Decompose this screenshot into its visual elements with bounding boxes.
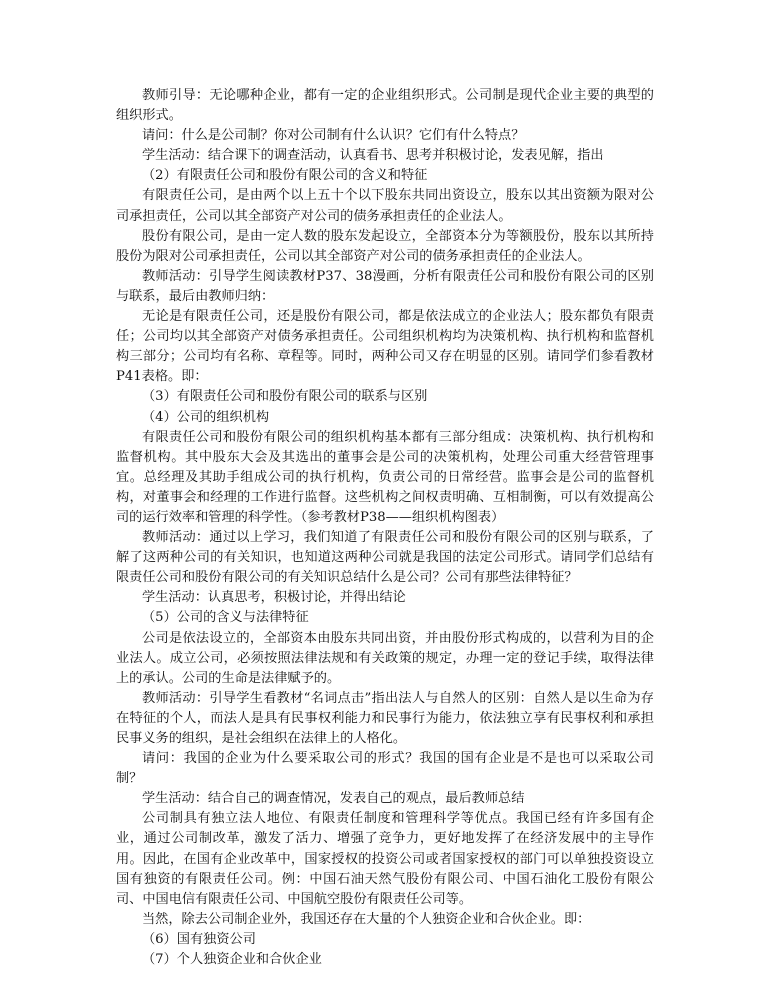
paragraph-llc-definition: 有限责任公司，是由两个以上五十个以下股东共同出资设立，股东以其出资额为限对公司承担责任，公司以其全部资产对公司的债务承担责任的企业法人。	[116, 188, 654, 224]
document-body	[116, 86, 654, 970]
section-heading-6: （6）国有独资公司	[142, 931, 256, 947]
paragraph-other-enterprises: 当然，除去公司制企业外，我国还存在大量的个人独资企业和合伙企业。即：	[142, 911, 591, 927]
paragraph-student-activity-3: 学生活动：结合自己的调查情况，发表自己的观点，最后教师总结	[142, 791, 525, 807]
section-heading-5: （5）公司的含义与法律特征	[142, 610, 309, 626]
paragraph-student-activity-1: 学生活动：结合课下的调查活动，认真看书、思考并积极讨论，发表见解，指出	[142, 148, 604, 164]
paragraph-teacher-guide: 教师引导：无论哪种企业，都有一定的企业组织形式。公司制是现代企业主要的典型的组织形式。	[116, 88, 654, 124]
paragraph-teacher-activity-1: 教师活动：引导学生阅读教材P37、38漫画，分析有限责任公司和股份有限公司的区别与联系，最后由教师归纳：	[116, 268, 654, 304]
paragraph-summary-comparison: 无论是有限责任公司，还是股份有限公司，都是依法成立的企业法人；股东都负有限责任；公司均以其全部资产对债务承担责任。公司组织机构均为决策机构、执行机构和监督机构三部分；公司均有名称、章程等。同时，两种公司又存在明显的区别。请同学们参看教材P41表格。即：	[116, 309, 654, 385]
section-heading-3: （3）有限责任公司和股份有限公司的联系与区别	[142, 389, 428, 405]
section-heading-2: （2）有限责任公司和股份有限公司的含义和特征	[142, 168, 428, 184]
paragraph-question-2: 请问：我国的企业为什么要采取公司的形式？我国的国有企业是不是也可以采取公司制？	[116, 751, 654, 787]
paragraph-company-definition: 公司是依法设立的，全部资本由股东共同出资，并由股份形式构成的，以营利为目的企业法人。成立公司，必须按照法律法规和有关政策的规定，办理一定的登记手续，取得法律上的承认。公司的生命是法律赋予的。	[116, 630, 654, 686]
paragraph-question-1: 请问：什么是公司制？你对公司制有什么认识？它们有什么特点？	[142, 128, 525, 144]
paragraph-teacher-activity-2: 教师活动：通过以上学习，我们知道了有限责任公司和股份有限公司的区别与联系，了解了这两种公司的有关知识，也知道这两种公司就是我国的法定公司形式。请同学们总结有限责任公司和股份有限公司的有关知识总结什么是公司？公司有那些法律特征？	[116, 530, 654, 586]
paragraph-company-system: 公司制具有独立法人地位、有限责任制度和管理科学等优点。我国已经有许多国有企业，通过公司制改革，激发了活力、增强了竞争力，更好地发挥了在经济发展中的主导作用。因此，在国有企业改革中，国家授权的投资公司或者国家授权的部门可以单独投资设立国有独资的有限责任公司。例：中国石油天然气股份有限公司、中国石油化工股份有限公司、中国电信有限责任公司、中国航空股份有限责任公司等。	[116, 811, 654, 907]
paragraph-teacher-activity-3: 教师活动：引导学生看教材“名词点击”指出法人与自然人的区别：自然人是以生命为存在特征的个人，而法人是具有民事权利能力和民事行为能力，依法独立享有民事权利和承担民事义务的组织，是社会组织在法律上的人格化。	[116, 690, 654, 746]
paragraph-organization: 有限责任公司和股份有限公司的组织机构基本都有三部分组成：决策机构、执行机构和监督机构。其中股东大会及其选出的董事会是公司的决策机构，处理公司重大经营管理事宜。总经理及其助手组成公司的执行机构，负责公司的日常经营。监事会是公司的监督机构，对董事会和经理的工作进行监督。这些机构之间权责明确、互相制衡，可以有效提高公司的运行效率和管理的科学性。（参考教材P38——组织机构图表）	[116, 429, 654, 525]
section-heading-4: （4）公司的组织机构	[142, 409, 270, 425]
paragraph-jsc-definition: 股份有限公司，是由一定人数的股东发起设立，全部资本分为等额股份，股东以其所持股份为限对公司承担责任，公司以其全部资产对公司的债务承担责任的企业法人。	[116, 228, 654, 264]
section-heading-7: （7）个人独资企业和合伙企业	[142, 952, 322, 968]
paragraph-student-activity-2: 学生活动：认真思考，积极讨论，并得出结论	[142, 590, 406, 606]
